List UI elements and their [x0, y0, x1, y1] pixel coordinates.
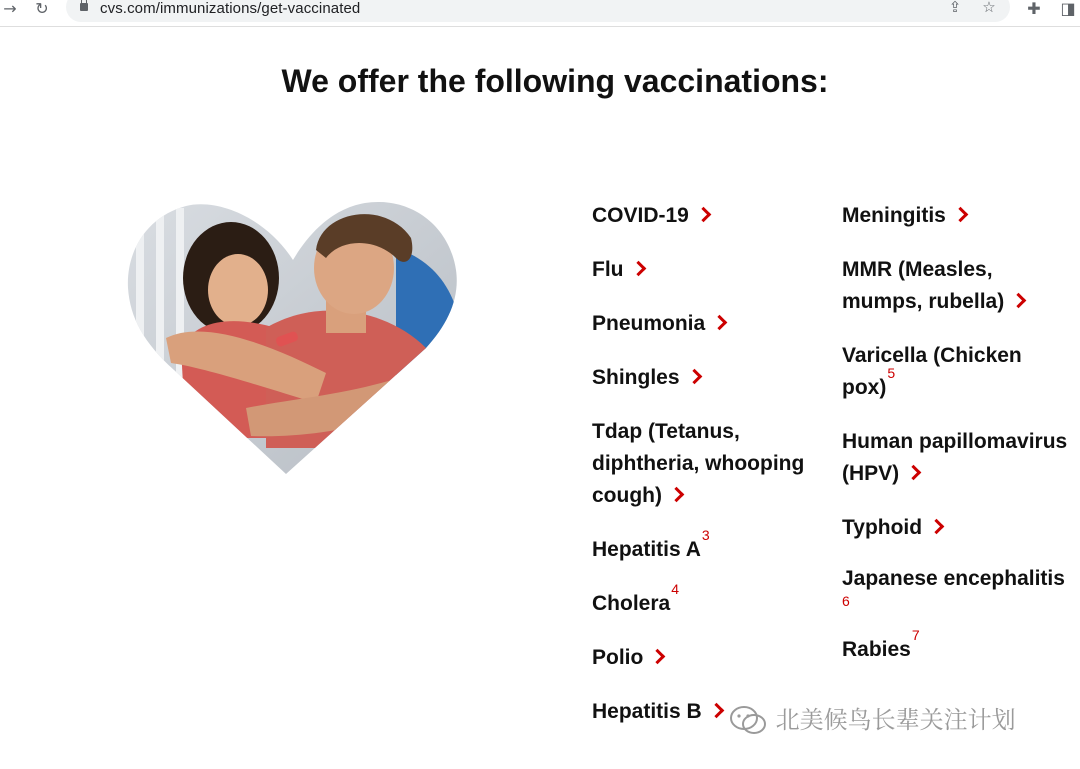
vaccine-item-japanese-encephalitis: Japanese encephalitis 6 [842, 566, 1078, 608]
side-panel-icon[interactable]: ◨ [1060, 0, 1076, 18]
chevron-right-icon [953, 207, 969, 223]
footnote-marker[interactable]: 7 [911, 627, 920, 643]
vaccine-item-rabies: Rabies$^7$ [842, 627, 920, 661]
vaccine-link-polio[interactable]: Polio [592, 642, 832, 674]
chevron-right-icon [929, 519, 945, 535]
chevron-right-icon [906, 465, 922, 481]
url-text[interactable]: cvs.com/immunizations/get-vaccinated [100, 0, 361, 17]
vaccine-link-flu[interactable]: Flu [592, 254, 832, 286]
footnote-marker[interactable]: 5 [887, 365, 896, 381]
browser-toolbar [0, 0, 1080, 27]
watermark-text: 北美候鸟长辈关注计划 [775, 706, 1016, 734]
share-icon[interactable]: ⇪ [948, 0, 962, 16]
vaccine-item-hepatitis-a: Hepatitis A$^3$ [592, 527, 710, 561]
address-bar[interactable] [66, 0, 1010, 22]
hero-heart-photo [126, 198, 460, 478]
vaccine-item-varicella: Varicella (Chicken pox)$^5$ [842, 344, 1022, 399]
vaccine-link-hepatitis-b[interactable]: Hepatitis B [592, 696, 832, 728]
chevron-right-icon [708, 703, 724, 719]
forward-icon[interactable]: → [3, 0, 17, 18]
vaccine-link-shingles[interactable]: Shingles [592, 362, 832, 394]
vaccine-link-hpv[interactable]: Human papillomavirus (HPV) [842, 430, 1068, 485]
chevron-right-icon [1011, 293, 1027, 309]
vaccine-link-typhoid[interactable]: Typhoid [842, 512, 1078, 544]
chevron-right-icon [669, 487, 685, 503]
chevron-right-icon [696, 207, 712, 223]
vaccine-link-meningitis[interactable]: Meningitis [842, 200, 1078, 232]
vaccine-link-pneumonia[interactable]: Pneumonia [592, 308, 832, 340]
vaccine-list-right [842, 200, 1078, 688]
extensions-icon[interactable]: ✚ [1027, 0, 1041, 18]
vaccine-link-mmr[interactable]: MMR (Measles, mumps, rubella) [842, 254, 1078, 318]
vaccine-link-tdap[interactable]: Tdap (Tetanus, diphtheria, whooping cough) [592, 420, 805, 507]
watermark [728, 700, 1016, 740]
chevron-right-icon [686, 369, 702, 385]
footnote-marker[interactable]: 4 [671, 581, 679, 597]
page-title: We offer the following vaccinations: [281, 63, 829, 99]
vaccine-item-cholera: Cholera$^4$ [592, 581, 679, 615]
vaccine-link-covid-19[interactable]: COVID-19 [592, 200, 832, 232]
bookmark-star-icon[interactable]: ☆ [982, 0, 996, 16]
vaccine-list-left [592, 200, 832, 750]
wechat-logo-icon [728, 700, 768, 740]
footnote-marker[interactable]: 6 [842, 593, 850, 609]
reload-icon[interactable]: ↻ [35, 0, 49, 18]
chevron-right-icon [650, 649, 666, 665]
lock-icon[interactable] [80, 3, 88, 11]
footnote-marker[interactable]: 3 [701, 527, 710, 543]
chevron-right-icon [630, 261, 646, 277]
chevron-right-icon [712, 315, 728, 331]
